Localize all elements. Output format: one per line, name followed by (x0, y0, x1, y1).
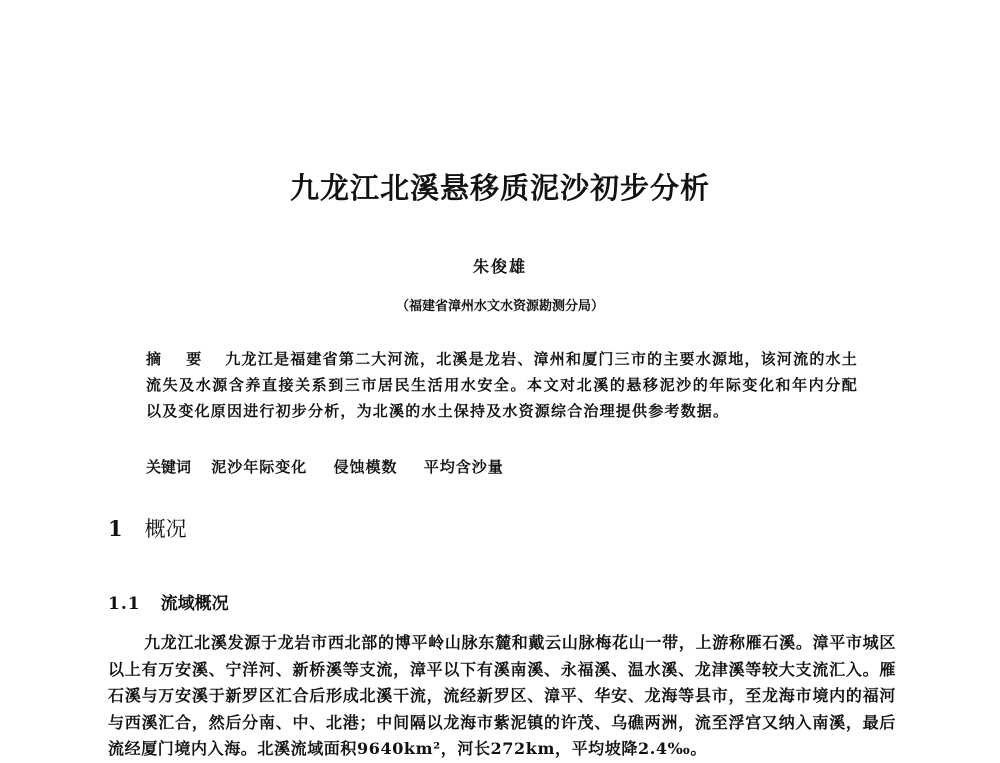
author-name: 朱俊雄 (472, 257, 527, 276)
abstract-label: 摘 要 (146, 350, 212, 368)
paper-title: 九龙江北溪悬移质泥沙初步分析 (289, 171, 710, 205)
abstract (146, 346, 858, 424)
keyword-item: 平均含沙量 (423, 458, 504, 476)
section-title: 概况 (144, 517, 187, 541)
body-paragraph: 九龙江北溪发源于龙岩市西北部的博平岭山脉东麓和戴云山脉梅花山一带，上游称雁石溪。漳平市城区以上有万安溪、宁洋河、新桥溪等支流，漳平以下有溪南溪、永福溪、温水溪、龙津溪等较大支流汇入。雁石溪与万安溪于新罗区汇合后形成北溪干流，流经新罗区、漳平、华安、龙海等县市，至龙海市境内的福河与西溪汇合，然后分南、中、北港；中间隔以龙海市紫泥镇的许茂、乌礁两洲，流至浮宫又纳入南溪，最后流经厦门境内入海。北溪流域面积9640km²，河长272km，平均坡降2.4‰。 (108, 633, 896, 758)
section-heading (108, 513, 187, 543)
subsection-heading (108, 589, 229, 614)
keywords (146, 456, 858, 477)
subsection-title: 流域概况 (160, 594, 229, 614)
section-number: 1 (108, 516, 123, 541)
keyword-item: 泥沙年际变化 (211, 458, 308, 476)
subsection-number: 1.1 (108, 594, 141, 614)
keywords-label: 关键词 (146, 458, 192, 476)
keyword-item: 侵蚀模数 (333, 458, 398, 476)
author-affiliation: （福建省漳州水文水资源勘测分局） (395, 299, 604, 314)
abstract-text: 九龙江是福建省第二大河流，北溪是龙岩、漳州和厦门三市的主要水源地，该河流的水土流失及水源含养直接关系到三市居民生活用水安全。本文对北溪的悬移泥沙的年际变化和年内分配以及变化原因进行初步分析，为北溪的水土保持及水资源综合治理提供参考数据。 (146, 350, 858, 420)
